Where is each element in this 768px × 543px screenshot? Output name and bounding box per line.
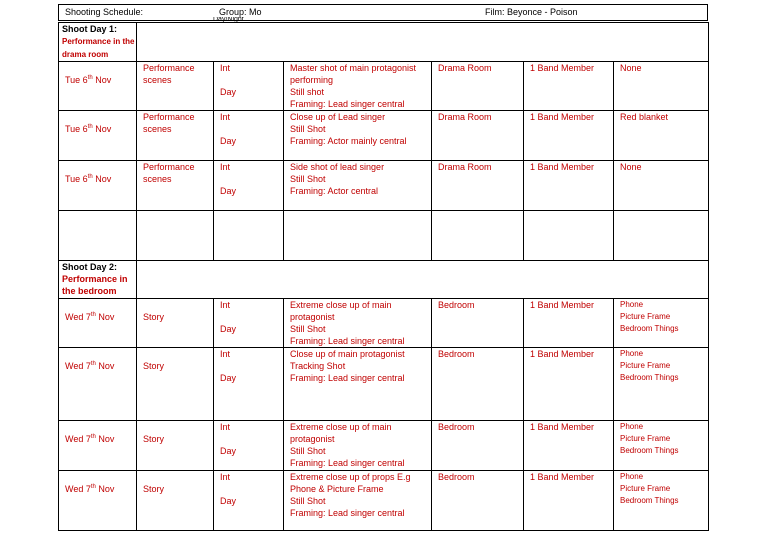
int-day-cell: Int Day [214,62,284,111]
int-day-cell: Int Day [214,161,284,211]
day-header-row [59,261,709,299]
cast-cell: 1 Band Member [524,471,614,531]
shot-description-cell: Extreme close up of main protagonist Still Shot Framing: Lead singer central [284,421,432,471]
shot-description-cell: Side shot of lead singer Still Shot Framing: Actor central [284,161,432,211]
cast-cell: 1 Band Member [524,421,614,471]
props-cell: Phone Picture Frame Bedroom Things [614,471,709,531]
shooting-schedule-sheet [58,0,708,543]
day-header-row [59,23,709,62]
clipped-column-header: Day/Night [213,17,244,22]
date-cell: Tue 6th Nov [59,62,137,111]
day2-header: Shoot Day 2: Performance in the bedroom [59,261,137,299]
int-day-cell: Int Day [214,471,284,531]
date-cell: Tue 6th Nov [59,161,137,211]
scene-cell: Performance scenes [137,161,214,211]
scene-cell: Story [137,471,214,531]
group-label: Group: Mo [219,7,262,17]
scene-cell: Story [137,421,214,471]
cast-cell: 1 Band Member [524,111,614,161]
props-cell: None [614,62,709,111]
date-cell: Wed 7th Nov [59,471,137,531]
props-cell: Phone Picture Frame Bedroom Things [614,348,709,421]
scene-cell: Story [137,299,214,348]
table-row [59,348,709,421]
location-cell: Bedroom [432,471,524,531]
schedule-table [58,22,709,531]
location-cell: Bedroom [432,421,524,471]
table-row [59,111,709,161]
int-day-cell: Int Day [214,111,284,161]
date-cell: Wed 7th Nov [59,421,137,471]
shot-description-cell: Extreme close up of props E.g Phone & Picture Frame Still Shot Framing: Lead singer central [284,471,432,531]
table-row [59,62,709,111]
shot-description-cell: Master shot of main protagonist performing Still shot Framing: Lead singer central [284,62,432,111]
date-cell: Wed 7th Nov [59,299,137,348]
scene-cell: Story [137,348,214,421]
scene-cell: Performance scenes [137,111,214,161]
location-cell: Bedroom [432,348,524,421]
table-row [59,299,709,348]
table-row [59,161,709,211]
day2-spacer [137,261,709,299]
day1-spacer [137,23,709,62]
location-cell: Drama Room [432,161,524,211]
location-cell: Drama Room [432,62,524,111]
film-label: Film: Beyonce - Poison [485,7,578,17]
day1-header: Shoot Day 1: Performance in the drama room [59,23,137,62]
shot-description-cell: Extreme close up of main protagonist Still Shot Framing: Lead singer central [284,299,432,348]
empty-row [59,211,709,261]
shot-description-cell: Close up of Lead singer Still Shot Framing: Actor mainly central [284,111,432,161]
props-cell: Phone Picture Frame Bedroom Things [614,421,709,471]
cast-cell: 1 Band Member [524,161,614,211]
scene-cell: Performance scenes [137,62,214,111]
cast-cell: 1 Band Member [524,348,614,421]
table-row [59,471,709,531]
location-cell: Drama Room [432,111,524,161]
cast-cell: 1 Band Member [524,299,614,348]
date-cell: Wed 7th Nov [59,348,137,421]
props-cell: None [614,161,709,211]
location-cell: Bedroom [432,299,524,348]
cast-cell: 1 Band Member [524,62,614,111]
int-day-cell: Int Day [214,348,284,421]
props-cell: Red blanket [614,111,709,161]
int-day-cell: Int Day [214,421,284,471]
table-row [59,421,709,471]
date-cell: Tue 6th Nov [59,111,137,161]
schedule-label: Shooting Schedule: [65,7,144,17]
int-day-cell: Int Day [214,299,284,348]
props-cell: Phone Picture Frame Bedroom Things [614,299,709,348]
schedule-header [58,4,708,21]
shot-description-cell: Close up of main protagonist Tracking Shot Framing: Lead singer central [284,348,432,421]
